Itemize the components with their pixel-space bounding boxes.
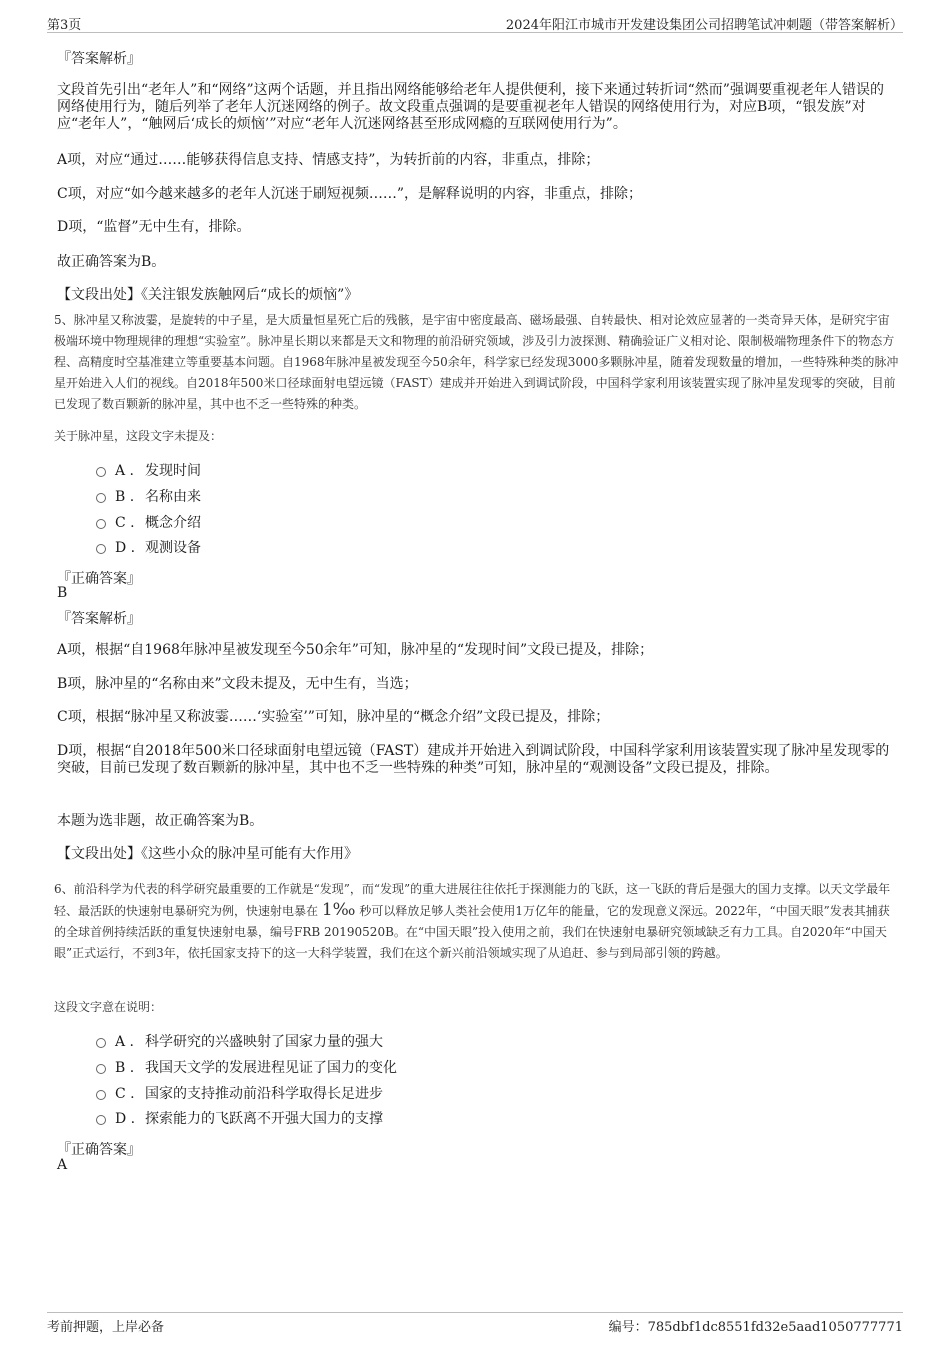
q6-passage-part1: 6、前沿科学为代表的科学研究最重要的工作就是“发现”，而“发现”的重大进展往往依托于探测能力的飞跃，这一飞跃的背后是强大的国力支撑。以天文学最年轻、最活跃的快速射电暴研究为例，快速射电暴在	[54, 882, 891, 918]
q5-analysis-c: C项，根据“脉冲星又称波霎……‘实验室’”可知，脉冲星的“概念介绍”文段已提及，排除；	[57, 709, 610, 725]
q5-option-c[interactable]	[96, 513, 201, 533]
q6-passage	[54, 879, 900, 964]
q6-correct-answer: A	[57, 1157, 68, 1173]
q6-stem: 这段文字意在说明：	[54, 1000, 163, 1014]
q5-stem: 关于脉冲星，这段文字未提及：	[54, 429, 223, 443]
radio-icon[interactable]	[96, 1064, 106, 1074]
option-key: C .	[115, 515, 135, 531]
q5-option-a[interactable]	[96, 461, 201, 481]
q6-option-a[interactable]	[96, 1032, 383, 1052]
q5-conclusion: 本题为选非题，故正确答案为B。	[57, 813, 264, 829]
option-key: A .	[115, 1034, 135, 1050]
page-number: 第3页	[47, 18, 82, 33]
q5-analysis-heading: 『答案解析』	[57, 611, 141, 627]
footer-slogan: 考前押题，上岸必备	[47, 1320, 165, 1335]
radio-icon[interactable]	[96, 493, 106, 503]
q4-analysis-heading: 『答案解析』	[57, 51, 141, 67]
page-footer	[47, 1312, 903, 1333]
q6-permille-value: 1‰	[321, 900, 356, 920]
option-key: A .	[115, 463, 135, 479]
q6-passage-part2: 秒可以释放足够人类社会使用1万亿年的能量，它的发现意义深远。2022年，“中国天眼”发表其捕获的全球首例持续活跃的重复快速射电暴，编号FRB 20190520B。在“中国天眼”投入使用之前，我们在快速射电暴研究领域缺乏有力工具。自2020年“中国天眼”正式运行，不到3年，依托国家支持下的这一大科学装置，我们在这个新兴前沿领域实现了从追赶、参与到局部引领的跨越。	[54, 904, 890, 960]
q6-correct-heading: 『正确答案』	[57, 1142, 141, 1158]
radio-icon[interactable]	[96, 1090, 106, 1100]
option-text: 观测设备	[145, 540, 201, 556]
radio-icon[interactable]	[96, 544, 106, 554]
radio-icon[interactable]	[96, 1038, 106, 1048]
q4-analysis-d: D项，“监督”无中生有，排除。	[57, 219, 251, 235]
code-value: 785dbf1dc8551fd32e5aad1050777771	[647, 1320, 903, 1335]
radio-icon[interactable]	[96, 467, 106, 477]
q4-conclusion: 故正确答案为B。	[57, 254, 166, 270]
document-title: 2024年阳江市城市开发建设集团公司招聘笔试冲刺题（带答案解析）	[505, 18, 903, 33]
radio-icon[interactable]	[96, 519, 106, 529]
option-text: 我国天文学的发展进程见证了国力的变化	[145, 1060, 397, 1076]
option-text: 科学研究的兴盛映射了国家力量的强大	[145, 1034, 383, 1050]
q5-analysis-b: B项，脉冲星的“名称由来”文段未提及，无中生有，当选；	[57, 676, 418, 692]
q5-option-b[interactable]	[96, 487, 201, 507]
q5-analysis-d: D项，根据“自2018年500米口径球面射电望远镜（FAST）建成并开始进入到调试阶段，中国科学家利用该装置实现了脉冲星发现零的突破，目前已发现了数百颗新的脉冲星，其中也不乏一些特殊的种类”可知，脉冲星的“观测设备”文段已提及，排除。	[57, 743, 890, 776]
page-header	[47, 12, 903, 33]
option-key: D .	[115, 540, 136, 556]
code-label: 编号：	[608, 1320, 648, 1335]
q5-source: 【文段出处】《这些小众的脉冲星可能有大作用》	[57, 846, 358, 862]
q4-analysis-intro-text: 文段首先引出“老年人”和“网络”这两个话题，并且指出网络能够给老年人提供便利，接下来通过转折词“然而”强调要重视老年人错误的网络使用行为，随后列举了老年人沉迷网络的例子。故文段重点强调的是要重视老年人错误的网络使用行为，对应B项，“银发族”对应“老年人”，“触网后‘成长的烦恼’”对应“老年人沉迷网络甚至形成网瘾的互联网使用行为”。	[57, 82, 884, 132]
q4-analysis-intro	[57, 82, 897, 133]
option-text: 发现时间	[145, 463, 201, 479]
q4-analysis-c: C项，对应“如今越来越多的老年人沉迷于刷短视频……”，是解释说明的内容，非重点，排除；	[57, 186, 643, 202]
radio-icon[interactable]	[96, 1115, 106, 1125]
q4-source: 【文段出处】《关注银发族触网后“成长的烦恼”》	[57, 287, 359, 303]
q4-analysis-a: A项，对应“通过……能够获得信息支持、情感支持”，为转折前的内容，非重点，排除；	[57, 152, 600, 168]
q5-analysis-a: A项，根据“自1968年脉冲星被发现至今50余年”可知，脉冲星的“发现时间”文段已提及，排除；	[57, 642, 654, 658]
q6-option-d[interactable]	[96, 1109, 383, 1129]
option-key: B .	[115, 1060, 135, 1076]
q5-correct-heading: 『正确答案』	[57, 571, 141, 587]
option-key: C .	[115, 1086, 135, 1102]
option-key: B .	[115, 489, 135, 505]
q6-option-c[interactable]	[96, 1084, 383, 1104]
q5-passage: 5、脉冲星又称波霎，是旋转的中子星，是大质量恒星死亡后的残骸，是宇宙中密度最高、磁场最强、自转最快、相对论效应显著的一类奇异天体，是研究宇宙极端环境中物理规律的理想“实验室”。脉冲星长期以来都是天文和物理的前沿研究领域，涉及引力波探测、精确验证广义相对论、限制极端物理条件下的物态方程、高精度时空基准建立等重要基本问题。自1968年脉冲星被发现至今50余年，科学家已经发现3000多颗脉冲星，随着发现数量的增加，一些特殊种类的脉冲星开始进入人们的视线。自2018年500米口径球面射电望远镜（FAST）建成并开始进入到调试阶段，中国科学家利用该装置实现了脉冲星发现零的突破，目前已发现了数百颗新的脉冲星，其中也不乏一些特殊的种类。	[54, 313, 899, 411]
q5-correct-answer: B	[57, 585, 68, 601]
q5-option-d[interactable]	[96, 538, 201, 558]
option-text: 名称由来	[145, 489, 201, 505]
option-text: 概念介绍	[145, 515, 201, 531]
document-code	[609, 1316, 903, 1335]
option-key: D .	[115, 1111, 136, 1127]
option-text: 国家的支持推动前沿科学取得长足进步	[145, 1086, 383, 1102]
q6-option-b[interactable]	[96, 1058, 397, 1078]
option-text: 探索能力的飞跃离不开强大国力的支撑	[145, 1111, 383, 1127]
